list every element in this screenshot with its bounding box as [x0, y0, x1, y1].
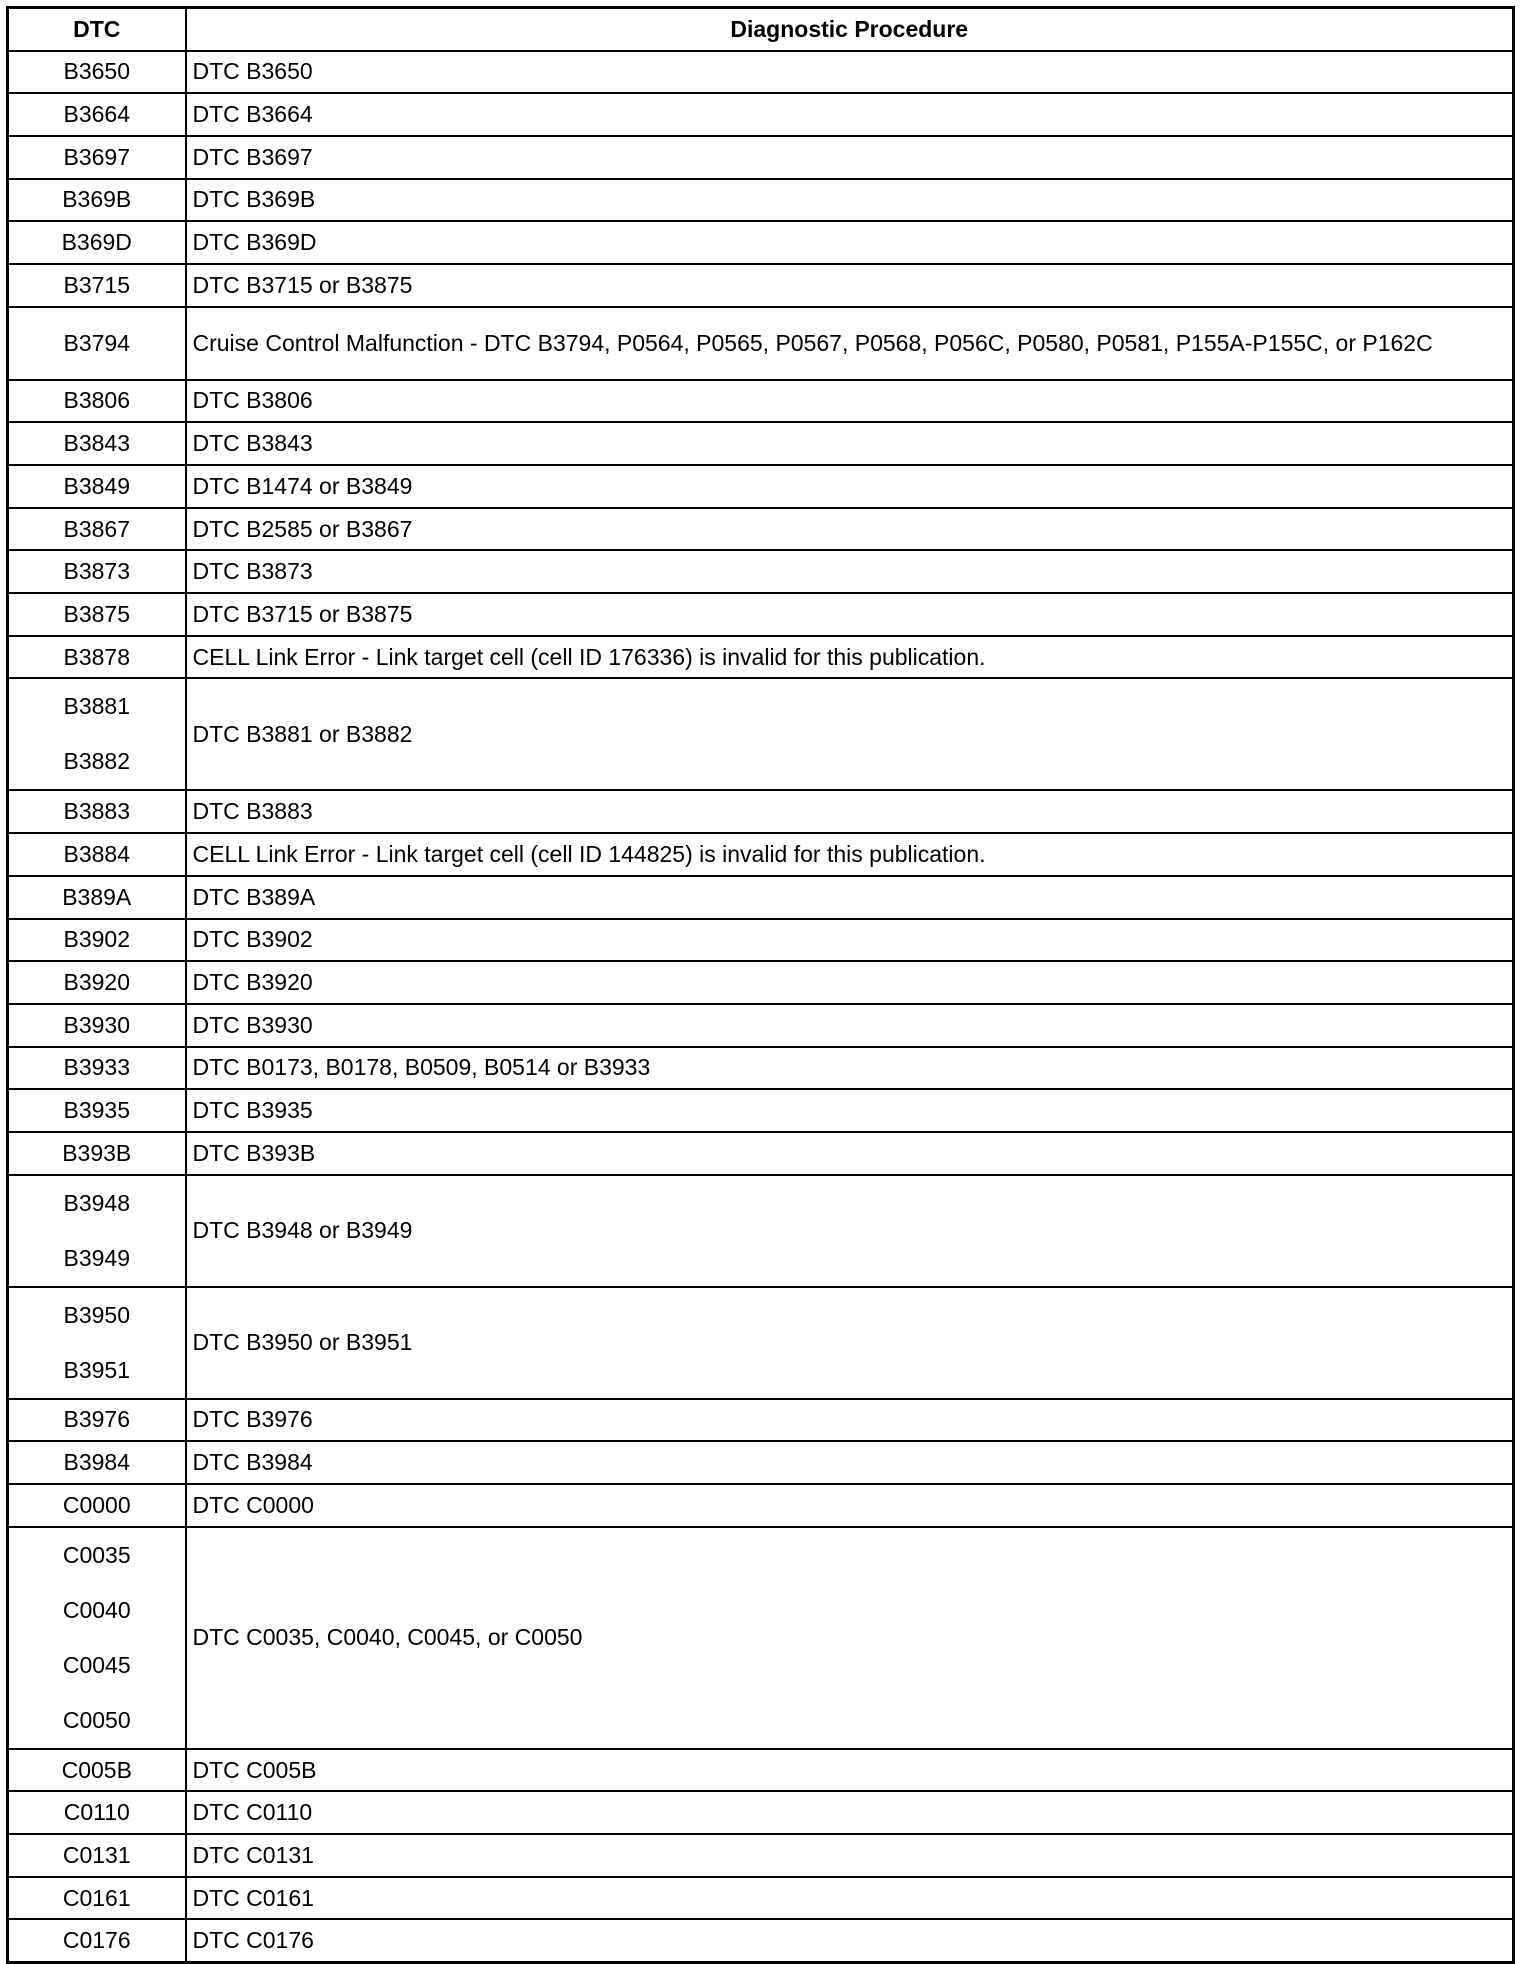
dtc-code: C0000	[62, 1491, 131, 1518]
procedure-text: DTC B3935	[192, 1097, 313, 1124]
procedure-text: DTC C0161	[192, 1884, 314, 1911]
procedure-text: CELL Link Error - Link target cell (cell ID 144825) is invalid for this publication.	[192, 840, 986, 867]
table-row	[8, 1047, 1514, 1090]
procedure-text: DTC B3881 or B3882	[192, 720, 413, 747]
diagnostic-procedure-link[interactable]	[186, 51, 1514, 94]
procedure-text: DTC B3950 or B3951	[192, 1329, 413, 1356]
table-row	[8, 179, 1514, 222]
diagnostic-procedure-link[interactable]	[186, 221, 1514, 264]
procedure-text: DTC B369D	[192, 229, 317, 256]
diagnostic-procedure-link[interactable]	[186, 593, 1514, 636]
dtc-code: B3882	[63, 748, 130, 775]
dtc-procedure-table	[6, 6, 1515, 1964]
table-row	[8, 1749, 1514, 1792]
procedure-text: CELL Link Error - Link target cell (cell ID 176336) is invalid for this publication.	[192, 643, 986, 670]
dtc-code: B3884	[63, 840, 130, 867]
table-row	[8, 221, 1514, 264]
dtc-code-cell	[8, 179, 186, 222]
dtc-code-cell	[8, 1441, 186, 1484]
dtc-code-cell	[8, 93, 186, 136]
table-body	[8, 51, 1514, 1963]
procedure-text: Cruise Control Malfunction - DTC B3794, P0564, P0565, P0567, P0568, P056C, P0580, P0581, P155A-P155C, or P162C	[192, 329, 1433, 356]
diagnostic-procedure-link[interactable]	[186, 1132, 1514, 1175]
diagnostic-procedure-link[interactable]	[186, 1047, 1514, 1090]
diagnostic-procedure-link[interactable]	[186, 1527, 1514, 1749]
dtc-code-cell	[8, 51, 186, 94]
table-row	[8, 550, 1514, 593]
dtc-code: B3806	[63, 387, 130, 414]
table-row	[8, 1175, 1514, 1287]
procedure-text: DTC B3664	[192, 101, 313, 128]
dtc-code-cell	[8, 264, 186, 307]
procedure-text: DTC C0131	[192, 1841, 314, 1868]
dtc-code-cell	[8, 1834, 186, 1877]
table-row	[8, 1004, 1514, 1047]
table-row	[8, 508, 1514, 551]
procedure-text: DTC B3715 or B3875	[192, 271, 413, 298]
dtc-code-cell	[8, 961, 186, 1004]
dtc-code: C0110	[63, 1799, 130, 1826]
dtc-code: B3650	[63, 58, 130, 85]
table-header-row	[8, 8, 1514, 51]
dtc-code: B3867	[63, 515, 130, 542]
dtc-code: B3930	[63, 1011, 130, 1038]
diagnostic-procedure-link[interactable]	[186, 465, 1514, 508]
procedure-text: DTC B3715 or B3875	[192, 600, 413, 627]
dtc-code-cell	[8, 422, 186, 465]
table-row	[8, 833, 1514, 876]
dtc-code: B3951	[63, 1356, 130, 1383]
dtc-code-cell	[8, 1919, 186, 1962]
dtc-code: C0161	[62, 1884, 131, 1911]
diagnostic-procedure-link[interactable]	[186, 919, 1514, 962]
table-row	[8, 1834, 1514, 1877]
dtc-code: B3697	[63, 143, 130, 170]
table-row	[8, 51, 1514, 94]
diagnostic-procedure-link[interactable]	[186, 93, 1514, 136]
table-row	[8, 1877, 1514, 1920]
dtc-code-cell	[8, 593, 186, 636]
table-row	[8, 678, 1514, 790]
procedure-text: DTC C0035, C0040, C0045, or C0050	[192, 1624, 583, 1651]
table-row	[8, 1441, 1514, 1484]
dtc-code: B3920	[63, 969, 130, 996]
table-row	[8, 136, 1514, 179]
diagnostic-procedure-link[interactable]	[186, 1919, 1514, 1962]
dtc-code-cell	[8, 1287, 186, 1399]
procedure-text: DTC B389A	[192, 883, 316, 910]
table-row	[8, 1399, 1514, 1442]
dtc-code-cell	[8, 876, 186, 919]
dtc-code-cell	[8, 1527, 186, 1749]
dtc-code: C0131	[62, 1841, 131, 1868]
diagnostic-procedure-link[interactable]	[186, 1877, 1514, 1920]
diagnostic-procedure-link[interactable]	[186, 1791, 1514, 1834]
dtc-code-cell	[8, 307, 186, 380]
dtc-code-cell	[8, 465, 186, 508]
table-row	[8, 1527, 1514, 1749]
procedure-text: DTC B1474 or B3849	[192, 472, 413, 499]
dtc-code: C0176	[62, 1927, 131, 1954]
diagnostic-procedure-link[interactable]	[186, 961, 1514, 1004]
diagnostic-procedure-link[interactable]	[186, 264, 1514, 307]
dtc-code: B369D	[61, 229, 132, 256]
table-row	[8, 790, 1514, 833]
diagnostic-procedure-link[interactable]	[186, 678, 1514, 790]
dtc-code-cell	[8, 1749, 186, 1792]
dtc-code: B3878	[63, 643, 130, 670]
procedure-text: DTC B3873	[192, 558, 313, 585]
dtc-code-cell	[8, 1089, 186, 1132]
procedure-text: DTC B3697	[192, 143, 313, 170]
dtc-code: B3873	[63, 558, 130, 585]
diagnostic-procedure-link[interactable]	[186, 1004, 1514, 1047]
dtc-code: B369B	[62, 186, 132, 213]
diagnostic-procedure-link[interactable]	[186, 1175, 1514, 1287]
diagnostic-procedure-link[interactable]	[186, 833, 1514, 876]
dtc-code: B3875	[63, 600, 130, 627]
table-row	[8, 465, 1514, 508]
table-row	[8, 593, 1514, 636]
diagnostic-procedure-link[interactable]	[186, 1399, 1514, 1442]
dtc-code: B3794	[63, 329, 130, 356]
table-row	[8, 1089, 1514, 1132]
procedure-text: DTC B369B	[192, 186, 316, 213]
procedure-text: DTC B3650	[192, 58, 313, 85]
diagnostic-procedure-link[interactable]	[186, 1834, 1514, 1877]
table-row	[8, 380, 1514, 423]
diagnostic-procedure-link[interactable]	[186, 136, 1514, 179]
dtc-code-cell	[8, 1047, 186, 1090]
dtc-code: B3881	[63, 693, 130, 720]
procedure-text: DTC B2585 or B3867	[192, 515, 413, 542]
diagnostic-procedure-link[interactable]	[186, 179, 1514, 222]
dtc-code: B3950	[63, 1301, 130, 1328]
table-row	[8, 1791, 1514, 1834]
diagnostic-procedure-link[interactable]	[186, 1749, 1514, 1792]
dtc-code-cell	[8, 550, 186, 593]
procedure-text: DTC B3930	[192, 1011, 313, 1038]
table-row	[8, 264, 1514, 307]
dtc-code-cell	[8, 136, 186, 179]
dtc-code: B3849	[63, 472, 130, 499]
table-row	[8, 1919, 1514, 1962]
procedure-text: DTC B3883	[192, 798, 313, 825]
procedure-text: DTC B3806	[192, 387, 313, 414]
diagnostic-procedure-link[interactable]	[186, 380, 1514, 423]
dtc-code-cell	[8, 790, 186, 833]
table-row	[8, 422, 1514, 465]
procedure-text: DTC B3984	[192, 1449, 313, 1476]
dtc-code: B3715	[63, 271, 130, 298]
dtc-code-cell	[8, 1877, 186, 1920]
dtc-code-cell	[8, 1399, 186, 1442]
dtc-code: B3664	[63, 101, 130, 128]
dtc-code: C0050	[62, 1706, 131, 1733]
diagnostic-procedure-link[interactable]	[186, 1287, 1514, 1399]
dtc-code: C0040	[62, 1596, 131, 1623]
dtc-code: C0035	[62, 1541, 131, 1568]
table-row	[8, 961, 1514, 1004]
procedure-text: DTC B3843	[192, 430, 313, 457]
table-row	[8, 919, 1514, 962]
diagnostic-procedure-link[interactable]	[186, 1441, 1514, 1484]
diagnostic-procedure-link[interactable]	[186, 1089, 1514, 1132]
dtc-code-cell	[8, 1484, 186, 1527]
dtc-code-cell	[8, 919, 186, 962]
dtc-code-cell	[8, 833, 186, 876]
dtc-code: B3948	[63, 1189, 130, 1216]
procedure-text: DTC B393B	[192, 1139, 316, 1166]
diagnostic-procedure-link[interactable]	[186, 1484, 1514, 1527]
dtc-code: C005B	[61, 1756, 132, 1783]
diagnostic-procedure-link[interactable]	[186, 636, 1514, 679]
dtc-code-cell	[8, 1132, 186, 1175]
dtc-code: B389A	[62, 883, 132, 910]
dtc-code: B3949	[63, 1244, 130, 1271]
diagnostic-procedure-link[interactable]	[186, 550, 1514, 593]
dtc-code-cell	[8, 508, 186, 551]
header-diagnostic-procedure: Diagnostic Procedure	[186, 8, 1514, 51]
dtc-code: C0045	[62, 1651, 131, 1678]
diagnostic-procedure-link[interactable]	[186, 508, 1514, 551]
dtc-code-cell	[8, 1175, 186, 1287]
diagnostic-procedure-link[interactable]	[186, 790, 1514, 833]
dtc-code-cell	[8, 221, 186, 264]
diagnostic-procedure-link[interactable]	[186, 307, 1514, 380]
dtc-code: B3984	[63, 1449, 130, 1476]
diagnostic-procedure-link[interactable]	[186, 876, 1514, 919]
dtc-code-cell	[8, 380, 186, 423]
table-row	[8, 93, 1514, 136]
table-row	[8, 876, 1514, 919]
dtc-code-cell	[8, 1004, 186, 1047]
procedure-text: DTC C005B	[192, 1756, 317, 1783]
dtc-code: B3902	[63, 926, 130, 953]
dtc-code-cell	[8, 1791, 186, 1834]
table-row	[8, 636, 1514, 679]
dtc-code: B3933	[63, 1054, 130, 1081]
dtc-code: B3935	[63, 1097, 130, 1124]
header-dtc: DTC	[8, 8, 186, 51]
dtc-code: B3883	[63, 798, 130, 825]
table-row	[8, 1132, 1514, 1175]
dtc-code-cell	[8, 678, 186, 790]
procedure-text: DTC B3902	[192, 926, 313, 953]
procedure-text: DTC B3948 or B3949	[192, 1217, 413, 1244]
procedure-text: DTC B3976	[192, 1406, 313, 1433]
table-row	[8, 1484, 1514, 1527]
dtc-code: B3976	[63, 1406, 130, 1433]
table-row	[8, 307, 1514, 380]
dtc-code: B393B	[62, 1139, 132, 1166]
dtc-code: B3843	[63, 430, 130, 457]
procedure-text: DTC C0000	[192, 1491, 314, 1518]
procedure-text: DTC B3920	[192, 969, 313, 996]
dtc-code-cell	[8, 636, 186, 679]
procedure-text: DTC B0173, B0178, B0509, B0514 or B3933	[192, 1054, 651, 1081]
procedure-text: DTC C0176	[192, 1927, 314, 1954]
diagnostic-procedure-link[interactable]	[186, 422, 1514, 465]
procedure-text: DTC C0110	[192, 1799, 313, 1826]
table-row	[8, 1287, 1514, 1399]
